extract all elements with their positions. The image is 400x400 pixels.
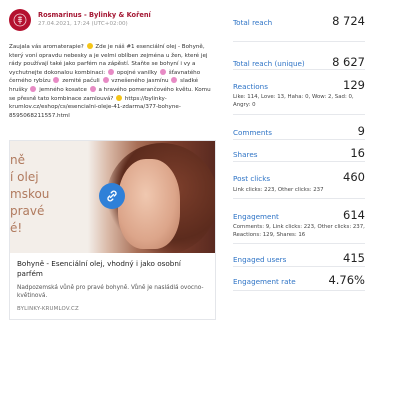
flower-emoji-icon <box>160 69 166 75</box>
post-header <box>9 9 217 39</box>
post-text-part: zemité pačuli <box>60 78 102 85</box>
metric-label[interactable]: Total reach <box>233 18 273 27</box>
metric-breakdown: Like: 114, Love: 13, Haha: 0, Wow: 2, Sad: 0, Angry: 0 <box>233 94 354 108</box>
metric-value: 8 627 <box>332 55 365 69</box>
thinking-emoji-icon <box>87 43 93 49</box>
image-text-line: ně <box>10 153 25 167</box>
post-link-text[interactable]: https://bylinky-krumlov.cz/eshop/cs/esencialni-oleje-41-zdarma/377-bohyne-8595068211557.html <box>9 95 181 119</box>
link-preview-card[interactable] <box>9 140 216 320</box>
metric-value: 9 <box>357 124 365 138</box>
post-text-part: a hravého pomerančového květu. Komu se přesně tato kombinace zamlouvá? <box>9 86 211 102</box>
metric-comments <box>233 115 365 140</box>
metric-label[interactable]: Reactions <box>233 82 268 91</box>
chain-link-icon <box>105 189 119 203</box>
metric-label[interactable]: Comments <box>233 128 272 137</box>
flower-emoji-icon <box>30 86 36 92</box>
image-overlay-text <box>10 141 70 253</box>
image-text-line: í olej <box>10 170 39 184</box>
smiling-emoji-icon <box>116 95 122 101</box>
page-avatar[interactable] <box>9 9 31 31</box>
flower-emoji-icon <box>108 69 114 75</box>
metric-label[interactable]: Engaged users <box>233 255 287 264</box>
flower-emoji-icon <box>103 77 109 83</box>
metric-reactions <box>233 70 365 115</box>
metric-post-clicks <box>233 162 365 199</box>
page-name[interactable]: Rosmarinus - Bylinky & Koření <box>38 11 151 19</box>
metric-shares <box>233 140 365 162</box>
link-share-button[interactable] <box>99 183 125 209</box>
flower-emoji-icon <box>53 77 59 83</box>
metric-label[interactable]: Engagement rate <box>233 277 296 286</box>
post-text-part: opojné vanilky <box>114 69 159 76</box>
metric-engaged-users <box>233 244 365 267</box>
metric-value: 8 724 <box>332 14 365 28</box>
metric-value: 460 <box>343 170 365 184</box>
link-domain: BYLINKY-KRUMLOV.CZ <box>17 306 79 312</box>
metric-engagement <box>233 199 365 244</box>
metric-total-reach <box>233 9 365 42</box>
image-text-line: é! <box>10 221 23 235</box>
flower-emoji-icon <box>171 77 177 83</box>
portrait-face <box>118 159 180 249</box>
metric-label[interactable]: Post clicks <box>233 174 271 183</box>
metric-value: 415 <box>343 251 365 265</box>
post-text <box>9 43 217 131</box>
metric-label[interactable]: Engagement <box>233 212 279 221</box>
post-text-part: vznešeného jasmínu <box>109 78 171 85</box>
metric-value: 129 <box>343 78 365 92</box>
metric-value: 4.76% <box>328 273 365 287</box>
post-text-part: šťavnatého černého rybízu <box>9 69 201 85</box>
rosemary-logo-icon <box>13 13 27 27</box>
post-timestamp: 27.04.2021, 17:24 (UTC+02:00) <box>38 21 128 27</box>
link-title[interactable]: Bohyně - Esenciální olej, vhodný i jako osobní parfém <box>17 259 181 278</box>
metric-label[interactable]: Shares <box>233 150 258 159</box>
post-text-part: jemného kosatce <box>37 86 89 93</box>
link-preview-body <box>10 253 215 319</box>
image-text-line: pravé <box>10 204 45 218</box>
post-text-part: sladké hrušky <box>9 78 199 93</box>
link-description: Nadpozemská vůně pro pravé bohyně. Vůně je nasládlá ovocno-květinová. <box>17 285 204 299</box>
flower-emoji-icon <box>90 86 96 92</box>
metric-value: 614 <box>343 208 365 222</box>
metrics-panel <box>233 9 365 291</box>
post-text-part: Zaujala vás aromaterapie? <box>9 44 86 50</box>
metric-breakdown: Comments: 9, Link clicks: 223, Other clicks: 237, Reactions: 129, Shares: 16 <box>233 224 365 238</box>
metric-breakdown: Link clicks: 223, Other clicks: 237 <box>233 187 324 193</box>
metric-engagement-rate <box>233 267 365 291</box>
post-preview <box>9 9 217 320</box>
metric-label[interactable]: Total reach (unique) <box>233 59 305 68</box>
metric-value: 16 <box>350 146 365 160</box>
metric-total-reach-unique <box>233 42 365 70</box>
image-text-line: mskou <box>10 187 50 201</box>
post-text-part: Zde je náš #1 esenciální olej - Bohyně, který voní opravdu nebesky a je velmi oblíben zejména u žen, které jej rády používají také jako parfém na zápěstí. Staňte se bohyní i vy a vychutnejte dokonalou kombinaci: <box>9 44 208 76</box>
link-preview-image[interactable] <box>10 141 215 253</box>
